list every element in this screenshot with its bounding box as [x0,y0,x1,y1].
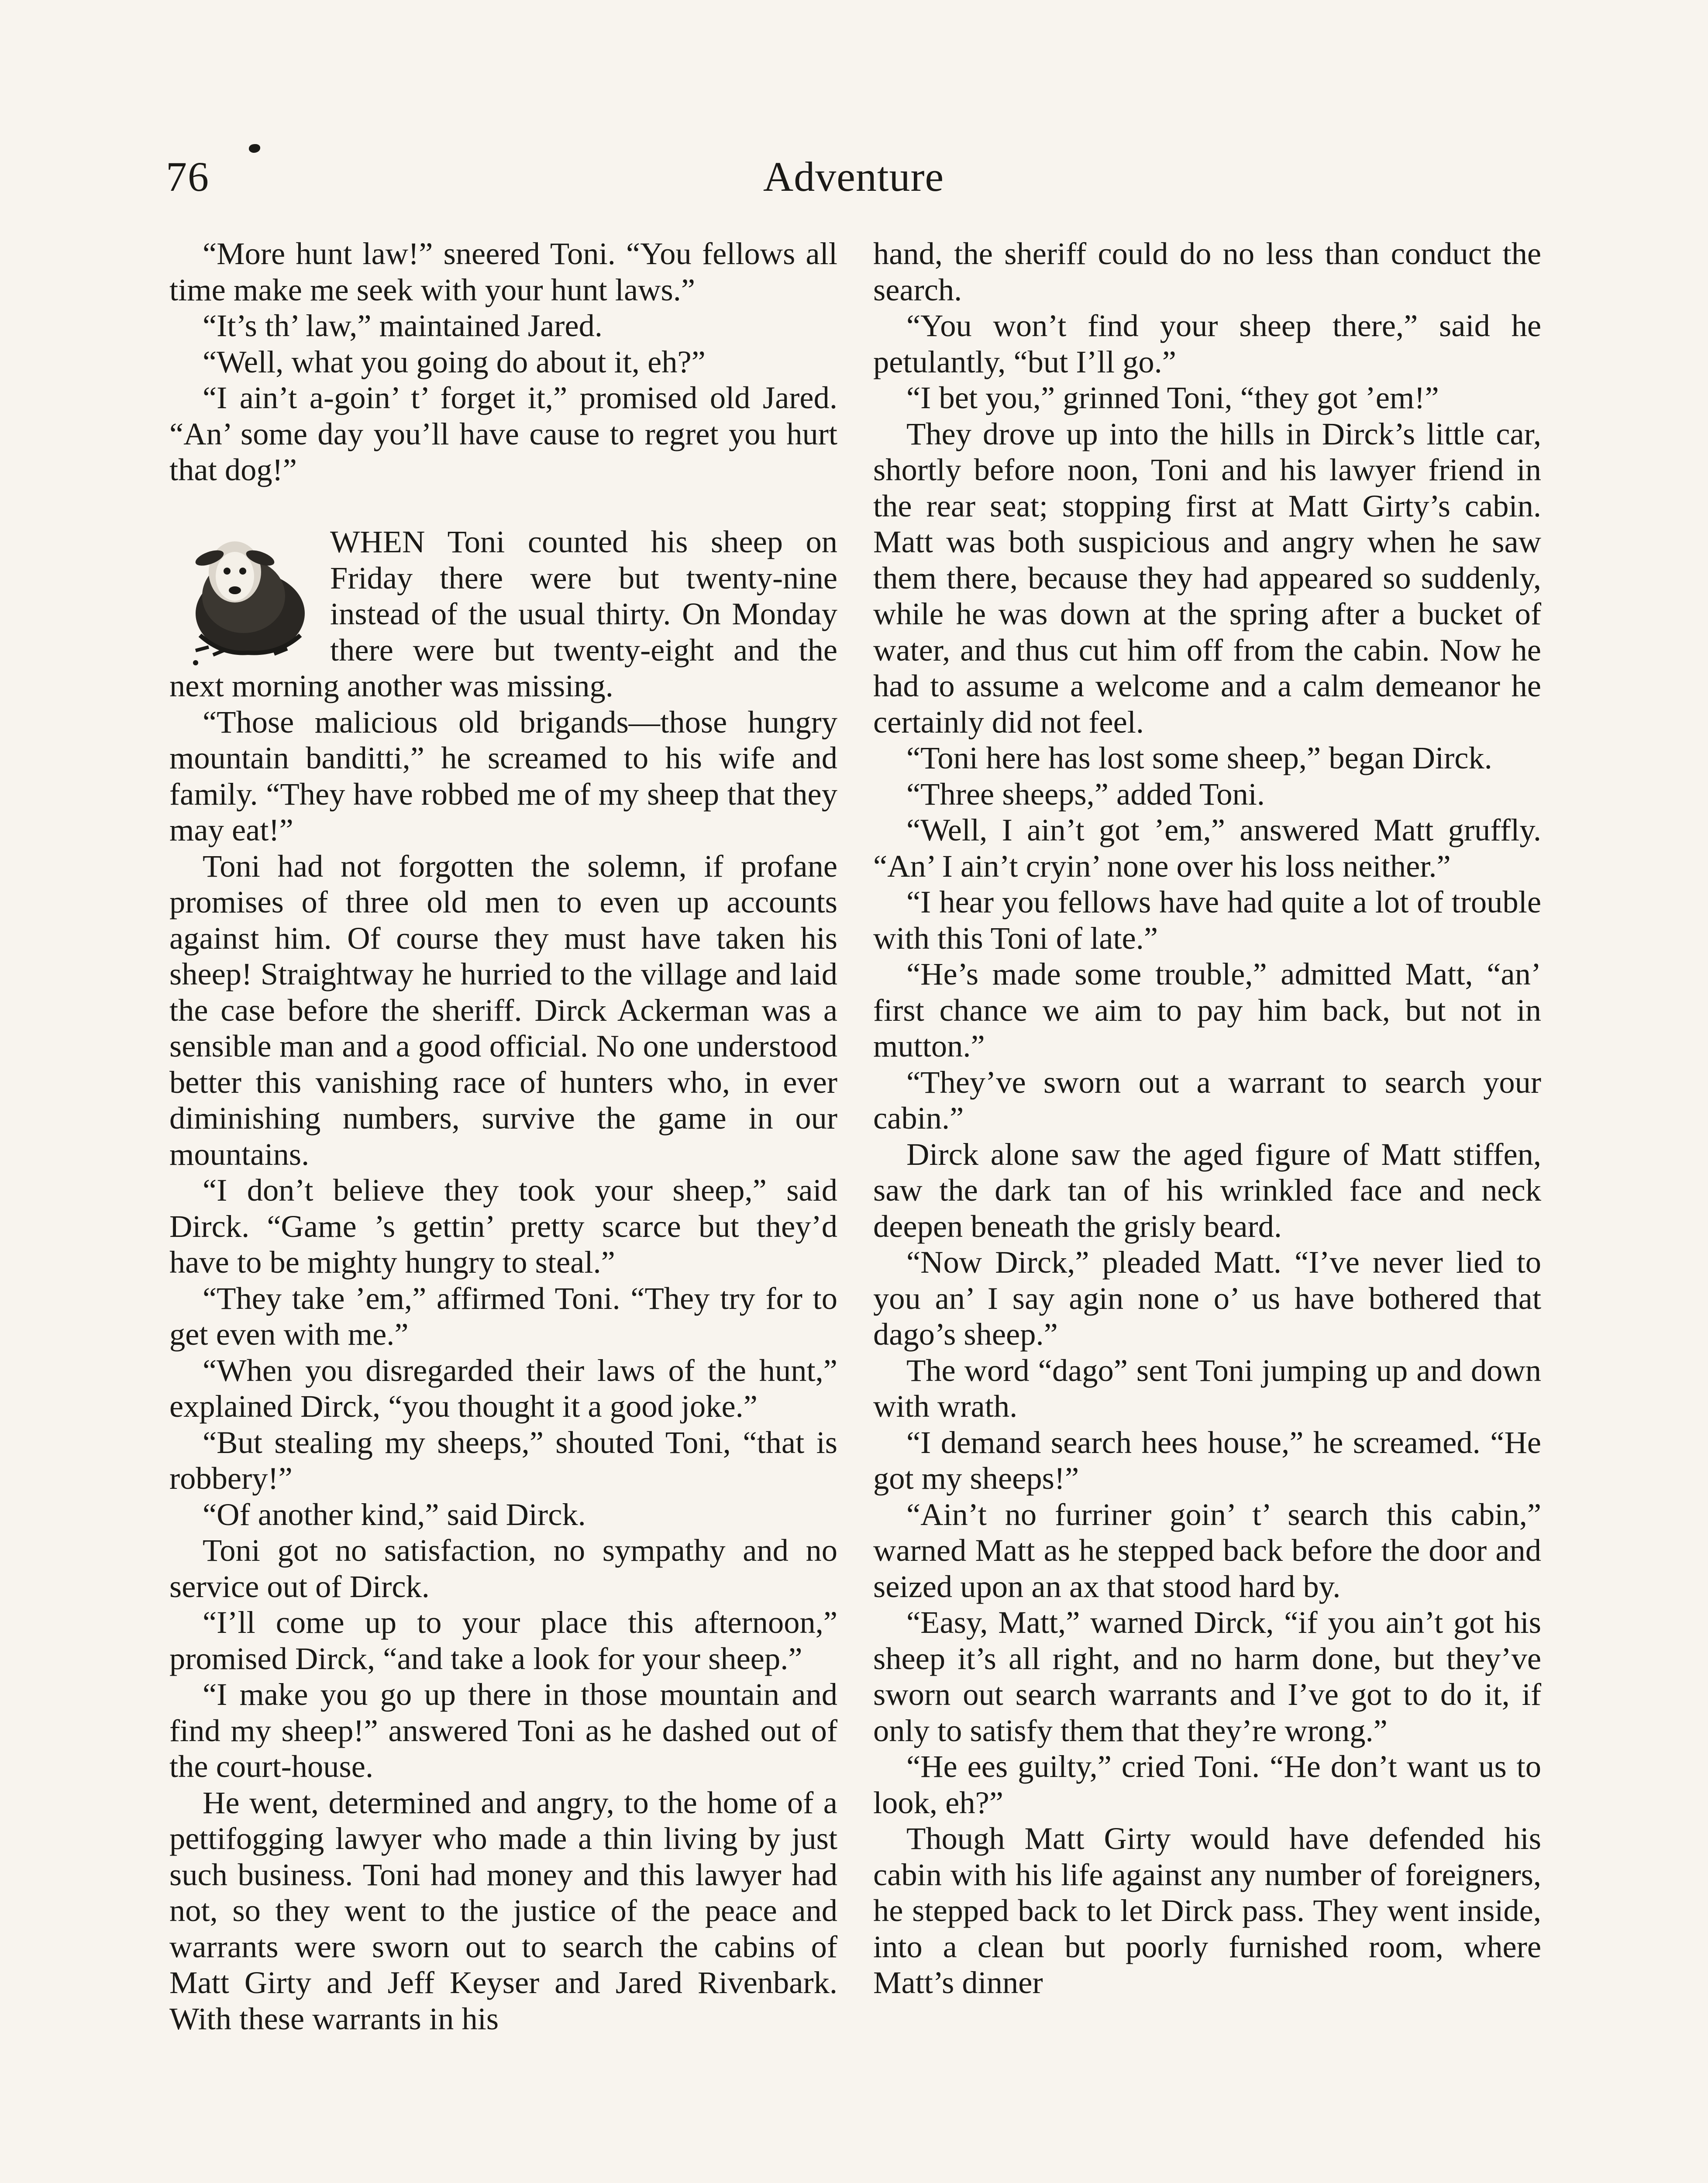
paragraph: “Ain’t no furriner goin’ t’ search this cabin,” warned Matt as he stepped back before the door and seized upon an ax that stood hard by. [873,1496,1541,1604]
paragraph: “Those malicious old brigands—those hungry mountain banditti,” he screamed to his wife and family. “They have robbed me of my sheep that they may eat!” [169,704,837,847]
paragraph: “They take ’em,” affirmed Toni. “They try for to get even with me.” [169,1280,837,1352]
paragraph: Though Matt Girty would have defended his cabin with his life against any number of foreigners, he stepped back to let Dirck pass. They went inside, into a clean but poorly furnished room, where Matt’s dinner [873,1821,1541,2000]
right-column [873,236,1541,2001]
section-opening [169,524,837,704]
paragraph: “Easy, Matt,” warned Dirck, “if you ain’t got his sheep it’s all right, and no harm done, but they’ve sworn out search warrants and I’ve got to do it, if only to satisfy them that they’re wrong.” [873,1605,1541,1748]
page-title: Adventure [763,153,944,200]
paragraph: They drove up into the hills in Dirck’s little car, shortly before noon, Toni and his lawyer friend in the rear seat; stopping first at Matt Girty’s cabin. Matt was both suspicious and angry when he saw them there, because they had appeared so suddenly, while he was down at the spring after a bucket of water, and thus cut him off from the cabin. Now he had to assume a welcome and a calm demeanor he certainly did not feel. [873,416,1541,740]
paragraph: hand, the sheriff could do no less than conduct the search. [873,236,1541,307]
paragraph: Toni had not forgotten the solemn, if profane promises of three old men to even up accounts against him. Of course they must have taken his sheep! Straightway he hurried to the village and laid the case before the sheriff. Dirck Ackerman was a sensible man and a good official. No one understood better this vanishing race of hunters who, in ever diminishing numbers, survive the game in our mountains. [169,848,837,1172]
paragraph: Toni got no satisfaction, no sympathy and no service out of Dirck. [169,1532,837,1604]
paragraph: “I don’t believe they took your sheep,” said Dirck. “Game ’s gettin’ pretty scarce but they’d have to be mighty hungry to steal.” [169,1172,837,1280]
page-header [166,144,1541,218]
paragraph: “He’s made some trouble,” admitted Matt, “an’ first chance we aim to pay him back, but not in mutton.” [873,956,1541,1064]
paragraph: “But stealing my sheeps,” shouted Toni, “that is robbery!” [169,1424,837,1496]
page-number: 76 [166,153,210,200]
paragraph: “I ain’t a-goin’ t’ forget it,” promised old Jared. “An’ some day you’ll have cause to regret you hurt that dog!” [169,380,837,487]
paragraph: “When you disregarded their laws of the hunt,” explained Dirck, “you thought it a good joke.” [169,1352,837,1424]
paragraph: “I hear you fellows have had quite a lot of trouble with this Toni of late.” [873,884,1541,956]
ink-speck [249,144,260,153]
paragraph: “Three sheeps,” added Toni. [906,776,1265,812]
paragraph: “I’ll come up to your place this afternoon,” promised Dirck, “and take a look for your sheep.” [169,1605,837,1676]
paragraph: The word “dago” sent Toni jumping up and down with wrath. [873,1352,1541,1424]
paragraph: “I demand search hees house,” he screamed. “He got my sheeps!” [873,1424,1541,1496]
paragraph: “More hunt law!” sneered Toni. “You fellows all time make me seek with your hunt laws.” [169,236,837,307]
section-opening-text: WHEN Toni counted his sheep on Friday there were but twenty-nine instead of the usual thirty. On Monday there were but twenty-eight and the next morning another was missing. [169,524,837,703]
paragraph: Dirck alone saw the aged figure of Matt stiffen, saw the dark tan of his wrinkled face and neck deepen beneath the grisly beard. [873,1136,1541,1244]
paragraph: “I make you go up there in those mountain and find my sheep!” answered Toni as he dashed out of the court-house. [169,1677,837,1784]
paragraph: “He ees guilty,” cried Toni. “He don’t want us to look, eh?” [873,1749,1541,1820]
sheep-icon [169,524,318,668]
paragraph: “Well, I ain’t got ’em,” answered Matt gruffly. “An’ I ain’t cryin’ none over his loss neither.” [873,812,1541,884]
paragraph: “I bet you,” grinned Toni, “they got ’em!” [906,380,1439,415]
left-column [169,236,837,2037]
paragraph: “It’s th’ law,” maintained Jared. [203,308,603,343]
paragraph: “Now Dirck,” pleaded Matt. “I’ve never lied to you an’ I say agin none o’ us have bothered that dago’s sheep.” [873,1244,1541,1352]
paragraph: “Toni here has lost some sheep,” began Dirck. [906,740,1492,775]
paragraph: “Of another kind,” said Dirck. [203,1496,586,1532]
paragraph: He went, determined and angry, to the home of a pettifogging lawyer who made a thin living by just such business. Toni had money and this lawyer had not, so they went to the justice of the peace and warrants were sworn out to search the cabins of Matt Girty and Jeff Keyser and Jared Rivenbark. With these warrants in his [169,1784,837,2036]
paragraph: “You won’t find your sheep there,” said he petulantly, “but I’ll go.” [873,308,1541,379]
paragraph: “They’ve sworn out a warrant to search your cabin.” [873,1064,1541,1136]
paragraph: “Well, what you going do about it, eh?” [203,344,706,379]
